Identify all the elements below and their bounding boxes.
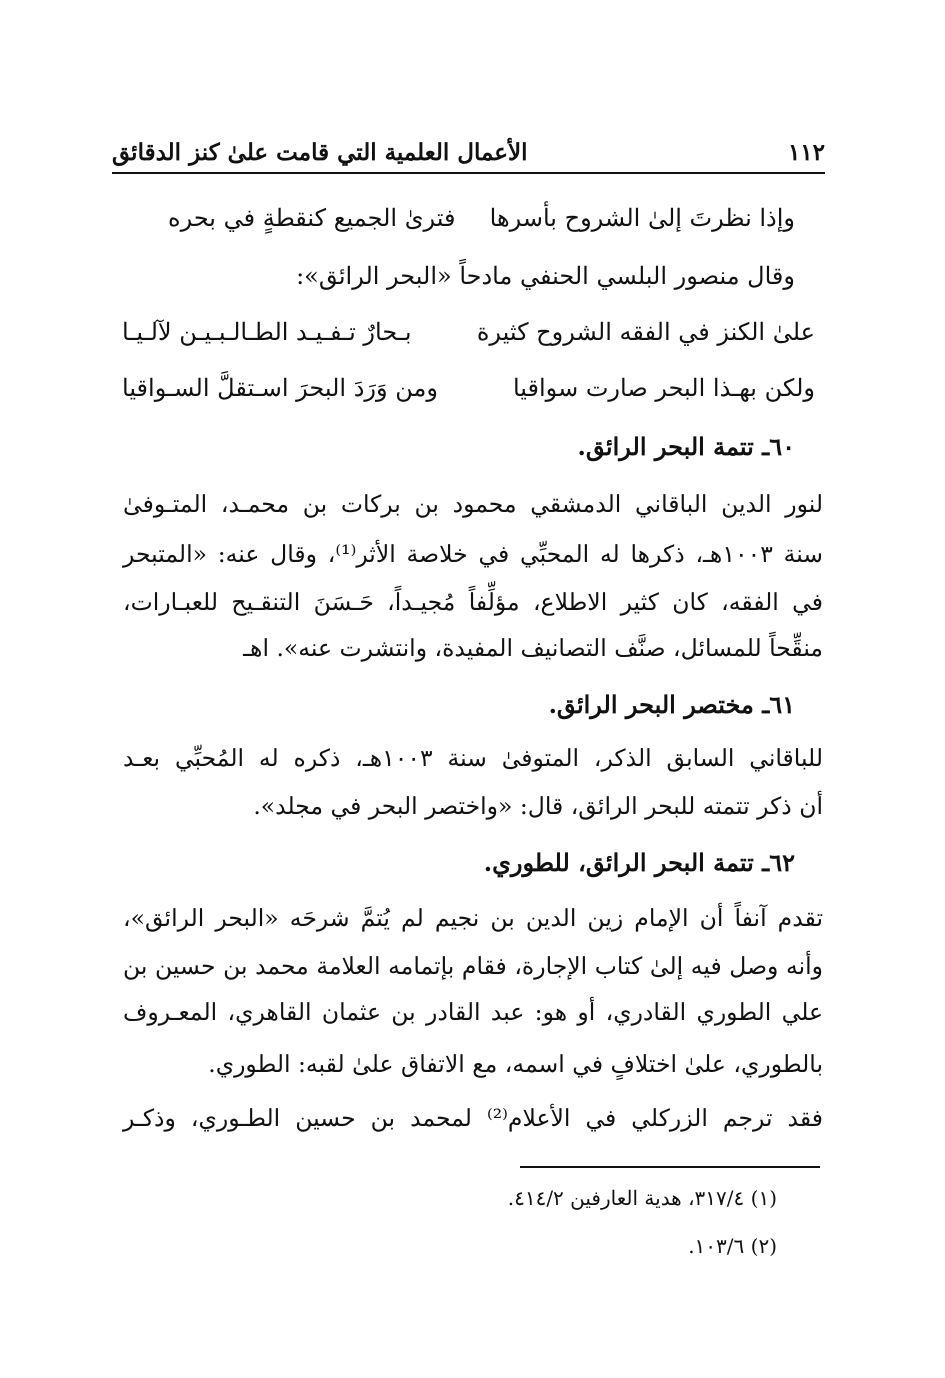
verse-1-hemistich-1: وإذا نظرتَ إلىٰ الشروح بأسرها xyxy=(489,204,795,232)
verse-1-hemistich-2: فترىٰ الجميع كنقطةٍ في بحره xyxy=(168,204,456,232)
entry-61-line: أن ذكر تتمته للبحر الرائق، قال: «واختصر البحر في مجلد». xyxy=(253,792,823,820)
footnote-2: (٢) ١٠٣/٦. xyxy=(688,1234,777,1258)
verse-3-hemistich-2: ومن وَرَدَ البحرَ اسـتقلَّ السـواقيا xyxy=(122,374,438,402)
entry-60-line: في الفقه، كان كثير الاطلاع، مؤلِّفاً مُجيـداً، حَـسَنَ التنقـيح للعبـارات، xyxy=(123,588,823,616)
entry-61-line: للباقاني السابق الذكر، المتوفىٰ سنة ١٠٠٣هـ، ذكره له المُحبِّي بعـد xyxy=(123,744,823,772)
entry-60-line: لنور الدين الباقاني الدمشقي محمود بن بركات بن محمـد، المتـوفىٰ xyxy=(123,490,823,518)
entry-60-line: سنة ١٠٠٣هـ، ذكرها له المحبِّي في خلاصة الأثر⁽¹⁾، وقال عنه: «المتبحر xyxy=(123,540,823,568)
footnote-rule xyxy=(520,1166,820,1168)
entry-62-trailing-line: فقد ترجم الزركلي في الأعلام⁽²⁾ لمحمد بن حسين الطـوري، وذكـر xyxy=(123,1104,824,1132)
verse-2-hemistich-2: بـحارٌ تـفـيـد الطـالـبـيـن لآلـيـا xyxy=(122,318,412,346)
running-title: الأعمال العلمية التي قامت علىٰ كنز الدقائق xyxy=(112,139,528,166)
verse-3-hemistich-1: ولكن بهـذا البحر صارت سواقيا xyxy=(512,374,815,402)
page-number: ١١٢ xyxy=(787,139,825,166)
page-header xyxy=(112,128,825,166)
entry-62-heading: ٦٢ـ تتمة البحر الرائق، للطوري. xyxy=(483,848,795,877)
entry-61-heading: ٦١ـ مختصر البحر الرائق. xyxy=(548,690,795,719)
entry-62-line: وأنه وصل فيه إلىٰ كتاب الإجارة، فقام بإتمامه العلامة محمد بن حسين بن xyxy=(123,952,823,980)
entry-62-line: علي الطوري القادري، أو هو: عبد القادر بن عثمان القاهري، المعـروف xyxy=(123,998,823,1026)
entry-60-heading: ٦٠ـ تتمة البحر الرائق. xyxy=(577,432,795,461)
header-rule xyxy=(112,172,825,174)
entry-60-line: منقِّحاً للمسائل، صنَّف التصانيف المفيدة، وانتشرت عنه». اهـ xyxy=(243,634,823,662)
entry-62-line: بالطوري، علىٰ اختلافٍ في اسمه، مع الاتفاق علىٰ لقبه: الطوري. xyxy=(208,1050,823,1078)
verse-intro: وقال منصور البلسي الحنفي مادحاً «البحر الرائق»: xyxy=(296,262,795,290)
entry-62-line: تقدم آنفاً أن الإمام زين الدين بن نجيم لم يُتمَّ شرحَه «البحر الرائق»، xyxy=(123,904,823,932)
footnote-1: (١) ٣١٧/٤، هدية العارفين ٤١٤/٢. xyxy=(507,1186,777,1210)
verse-2-hemistich-1: علىٰ الكنز في الفقه الشروح كثيرة xyxy=(476,318,815,346)
